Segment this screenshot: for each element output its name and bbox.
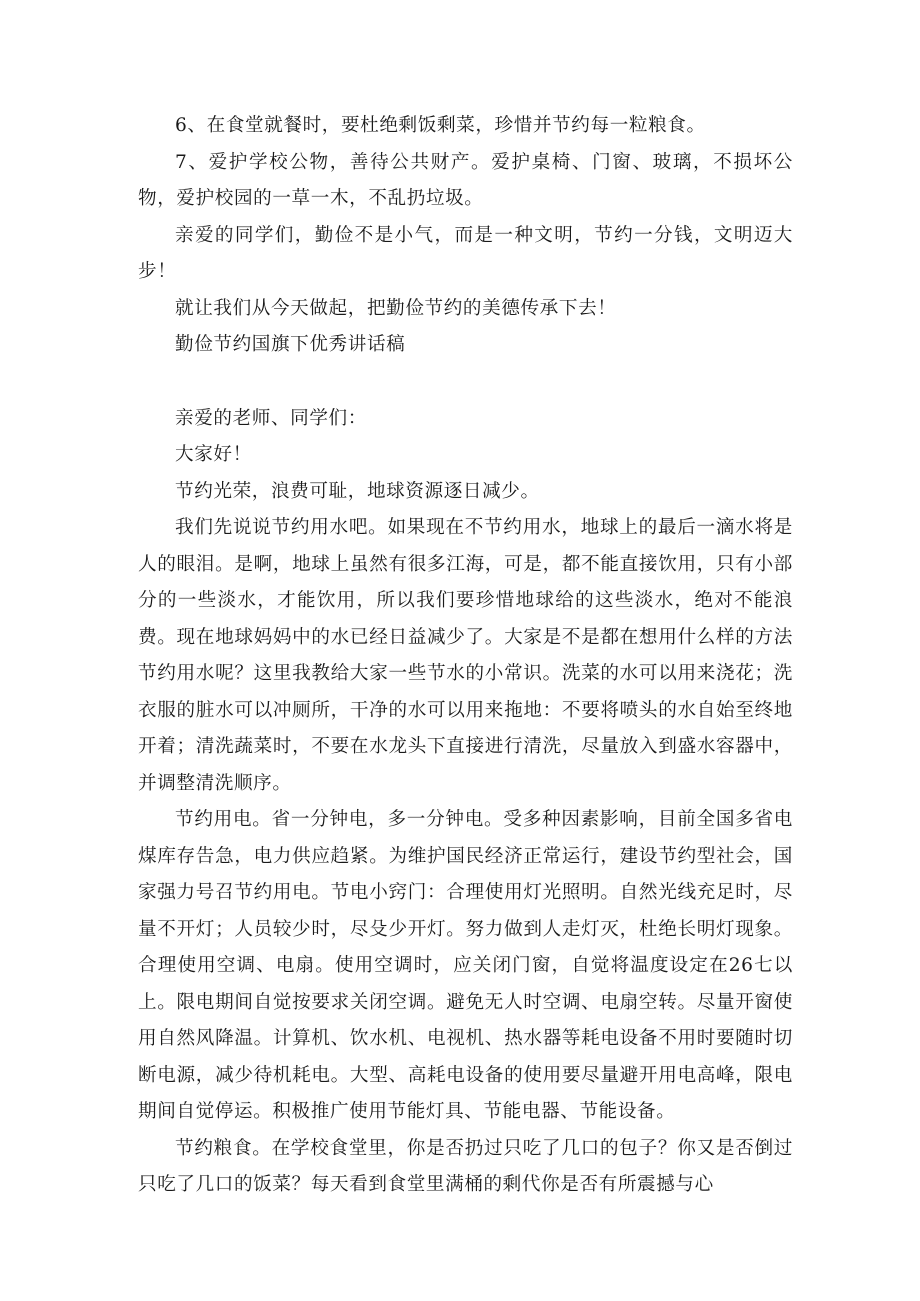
speech-title: 勤俭节约国旗下优秀讲话稿 <box>175 334 406 355</box>
paragraph-rule-7: 7、爱护学校公物，善待公共财产。爱护桌椅、门窗、玻璃，不损坏公物，爱护校园的一草一木，不乱扔垃圾。 <box>138 151 793 209</box>
paragraph-call-to-action: 就让我们从今天做起，把勤俭节约的美德传承下去！ <box>175 297 617 319</box>
document-body <box>138 108 793 1204</box>
paragraph-closing-appeal: 亲爱的同学们，勤俭不是小气，而是一种文明，节约一分钱，文明迈大步！ <box>138 224 793 282</box>
blank-line <box>138 364 793 401</box>
paragraph-theme: 节约光荣，浪费可耻，地球资源逐日减少。 <box>175 480 540 502</box>
paragraph-save-food: 节约粮食。在学校食堂里，你是否扔过只吃了几口的包子？你又是否倒过只吃了几口的饭菜？每天看到食堂里满桶的剩代你是否有所震撼与心 <box>138 1137 793 1195</box>
greeting: 大家好！ <box>175 444 252 465</box>
paragraph-save-water: 我们先说说节约用水吧。如果现在不节约用水，地球上的最后一滴水将是人的眼泪。是啊，地球上虽然有很多江海，可是，都不能直接饮用，只有小部分的一些淡水，才能饮用，所以我们要珍惜地球给的这些淡水，绝对不能浪费。现在地球妈妈中的水已经日益减少了。大家是不是都在想用什么样的方法节约用水呢？这里我教给大家一些节水的小常识。洗菜的水可以用来浇花；洗衣服的脏水可以冲厕所，干净的水可以用来拖地：不要将喷头的水自始至终地开着；清洗蔬菜时，不要在水龙头下直接进行清洗，尽量放入到盛水容器中，并调整清洗顺序。 <box>138 517 793 794</box>
salutation: 亲爱的老师、同学们： <box>175 407 367 429</box>
paragraph-save-electricity: 节约用电。省一分钟电，多一分钟电。受多种因素影响，目前全国多省电煤库存告急，电力供应趋紧。为维护国民经济正常运行，建设节约型社会，国家强力号召节约用电。节电小窍门：合理使用灯光照明。自然光线充足时，尽量不开灯；人员较少时，尽殳少开灯。努力做到人走灯灭，杜绝长明灯现象。合理使用空调、电扇。使用空调时，应关闭门窗，自觉将温度设定在26七以上。限电期间自觉按要求关闭空调。避免无人时空调、电扇空转。尽量开窗使用自然风降温。计算机、饮水机、电视机、热水器等耗电设备不用时要随时切断电源，减少待机耗电。大型、高耗电设备的使用要尽量避开用电高峰，限电期间自觉停运。积极推广使用节能灯具、节能电器、节能设备。 <box>138 809 793 1122</box>
paragraph-rule-6: 6、在食堂就餐时，要杜绝剩饭剩菜，珍惜并节约每一粒粮食。 <box>175 115 706 136</box>
